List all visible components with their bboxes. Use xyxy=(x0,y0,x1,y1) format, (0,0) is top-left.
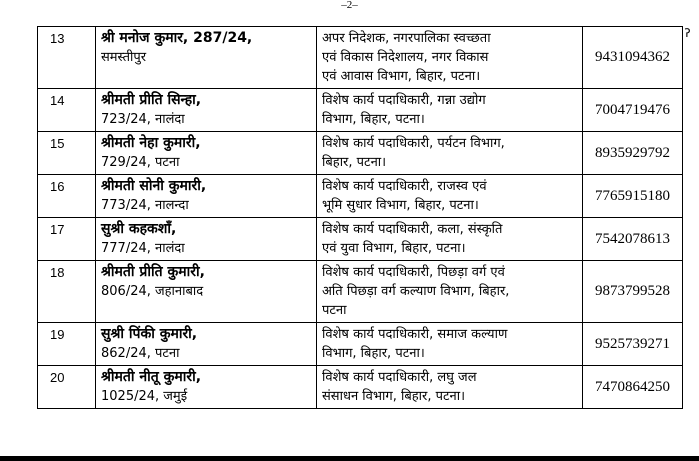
phone-number: 7470864250 xyxy=(583,366,683,409)
table-row xyxy=(38,132,683,175)
posting-line: विभाग, बिहार, पटना। xyxy=(322,346,425,361)
officer-name: श्रीमती प्रीति सिन्हा, xyxy=(101,92,202,108)
table-row xyxy=(38,89,683,132)
officer-code-district: 1025/24, जमुई xyxy=(101,389,188,404)
posting-cell xyxy=(317,175,583,218)
serial-number: 16 xyxy=(38,175,96,218)
phone-number: 9873799528 xyxy=(583,261,683,323)
posting-cell xyxy=(317,366,583,409)
posting-line: विशेष कार्य पदाधिकारी, समाज कल्याण xyxy=(322,327,508,342)
officer-name-cell xyxy=(96,261,317,323)
officer-name: श्रीमती प्रीति कुमारी, xyxy=(101,264,205,280)
scan-bottom-edge xyxy=(0,456,699,461)
officer-name: श्रीमती नीतू कुमारी, xyxy=(101,369,202,385)
officer-code-district: 773/24, नालन्दा xyxy=(101,198,189,213)
posting-line: अपर निदेशक, नगरपालिका स्वच्छता xyxy=(322,31,491,46)
serial-number: 14 xyxy=(38,89,96,132)
posting-line: विशेष कार्य पदाधिकारी, कला, संस्कृति xyxy=(322,222,503,237)
officer-code-district: 723/24, नालंदा xyxy=(101,112,185,127)
table-row xyxy=(38,323,683,366)
posting-line: एवं आवास विभाग, बिहार, पटना। xyxy=(322,69,481,84)
phone-number: 7765915180 xyxy=(583,175,683,218)
table-row xyxy=(38,175,683,218)
posting-line: एवं विकास निदेशालय, नगर विकास xyxy=(322,50,489,65)
officer-name-cell xyxy=(96,132,317,175)
posting-line: बिहार, पटना। xyxy=(322,155,387,170)
phone-number: 7004719476 xyxy=(583,89,683,132)
officer-name: सुश्री पिंकी कुमारी, xyxy=(101,326,198,342)
officer-name-cell xyxy=(96,323,317,366)
posting-line: संसाधन विभाग, बिहार, पटना। xyxy=(322,389,466,404)
officer-name-cell xyxy=(96,27,317,89)
phone-number: 9525739271 xyxy=(583,323,683,366)
officer-name: श्रीमती सोनी कुमारी, xyxy=(101,178,207,194)
officer-name: श्रीमती नेहा कुमारी, xyxy=(101,135,201,151)
posting-line: विशेष कार्य पदाधिकारी, पर्यटन विभाग, xyxy=(322,136,505,151)
posting-line: अति पिछड़ा वर्ग कल्याण विभाग, बिहार, xyxy=(322,284,510,299)
phone-number: 7542078613 xyxy=(583,218,683,261)
officer-name-cell xyxy=(96,218,317,261)
posting-line: विशेष कार्य पदाधिकारी, लघु जल xyxy=(322,370,477,385)
serial-number: 13 xyxy=(38,27,96,89)
margin-tick-mark: ॽ xyxy=(684,26,691,41)
posting-cell xyxy=(317,132,583,175)
posting-line: भूमि सुधार विभाग, बिहार, पटना। xyxy=(322,198,479,213)
posting-line: एवं युवा विभाग, बिहार, पटना। xyxy=(322,241,466,256)
serial-number: 17 xyxy=(38,218,96,261)
table-row xyxy=(38,366,683,409)
posting-cell xyxy=(317,27,583,89)
posting-line: विभाग, बिहार, पटना। xyxy=(322,112,425,127)
serial-number: 19 xyxy=(38,323,96,366)
posting-line: विशेष कार्य पदाधिकारी, राजस्व एवं xyxy=(322,179,487,194)
posting-cell xyxy=(317,218,583,261)
posting-cell xyxy=(317,323,583,366)
posting-cell xyxy=(317,261,583,323)
table-row xyxy=(38,261,683,323)
posting-line: पटना xyxy=(322,303,347,318)
serial-number: 18 xyxy=(38,261,96,323)
page-number: –2– xyxy=(341,0,358,11)
officer-code-district: 862/24, पटना xyxy=(101,346,180,361)
posting-line: विशेष कार्य पदाधिकारी, गन्ना उद्योग xyxy=(322,93,486,108)
serial-number: 15 xyxy=(38,132,96,175)
officer-name-cell xyxy=(96,175,317,218)
officer-name-cell xyxy=(96,366,317,409)
officer-code-district: 729/24, पटना xyxy=(101,155,180,170)
phone-number: 9431094362 xyxy=(583,27,683,89)
officer-name: सुश्री कहकशाँ, xyxy=(101,221,177,237)
posting-cell xyxy=(317,89,583,132)
table-row xyxy=(38,218,683,261)
officer-name: श्री मनोज कुमार, 287/24, xyxy=(101,30,253,46)
serial-number: 20 xyxy=(38,366,96,409)
officer-name-cell xyxy=(96,89,317,132)
phone-number: 8935929792 xyxy=(583,132,683,175)
officer-code-district: समस्तीपुर xyxy=(101,50,147,65)
posting-line: विशेष कार्य पदाधिकारी, पिछड़ा वर्ग एवं xyxy=(322,265,505,280)
officer-code-district: 777/24, नालंदा xyxy=(101,241,185,256)
table-row xyxy=(38,27,683,89)
officer-code-district: 806/24, जहानाबाद xyxy=(101,284,204,299)
officer-table xyxy=(37,26,683,409)
